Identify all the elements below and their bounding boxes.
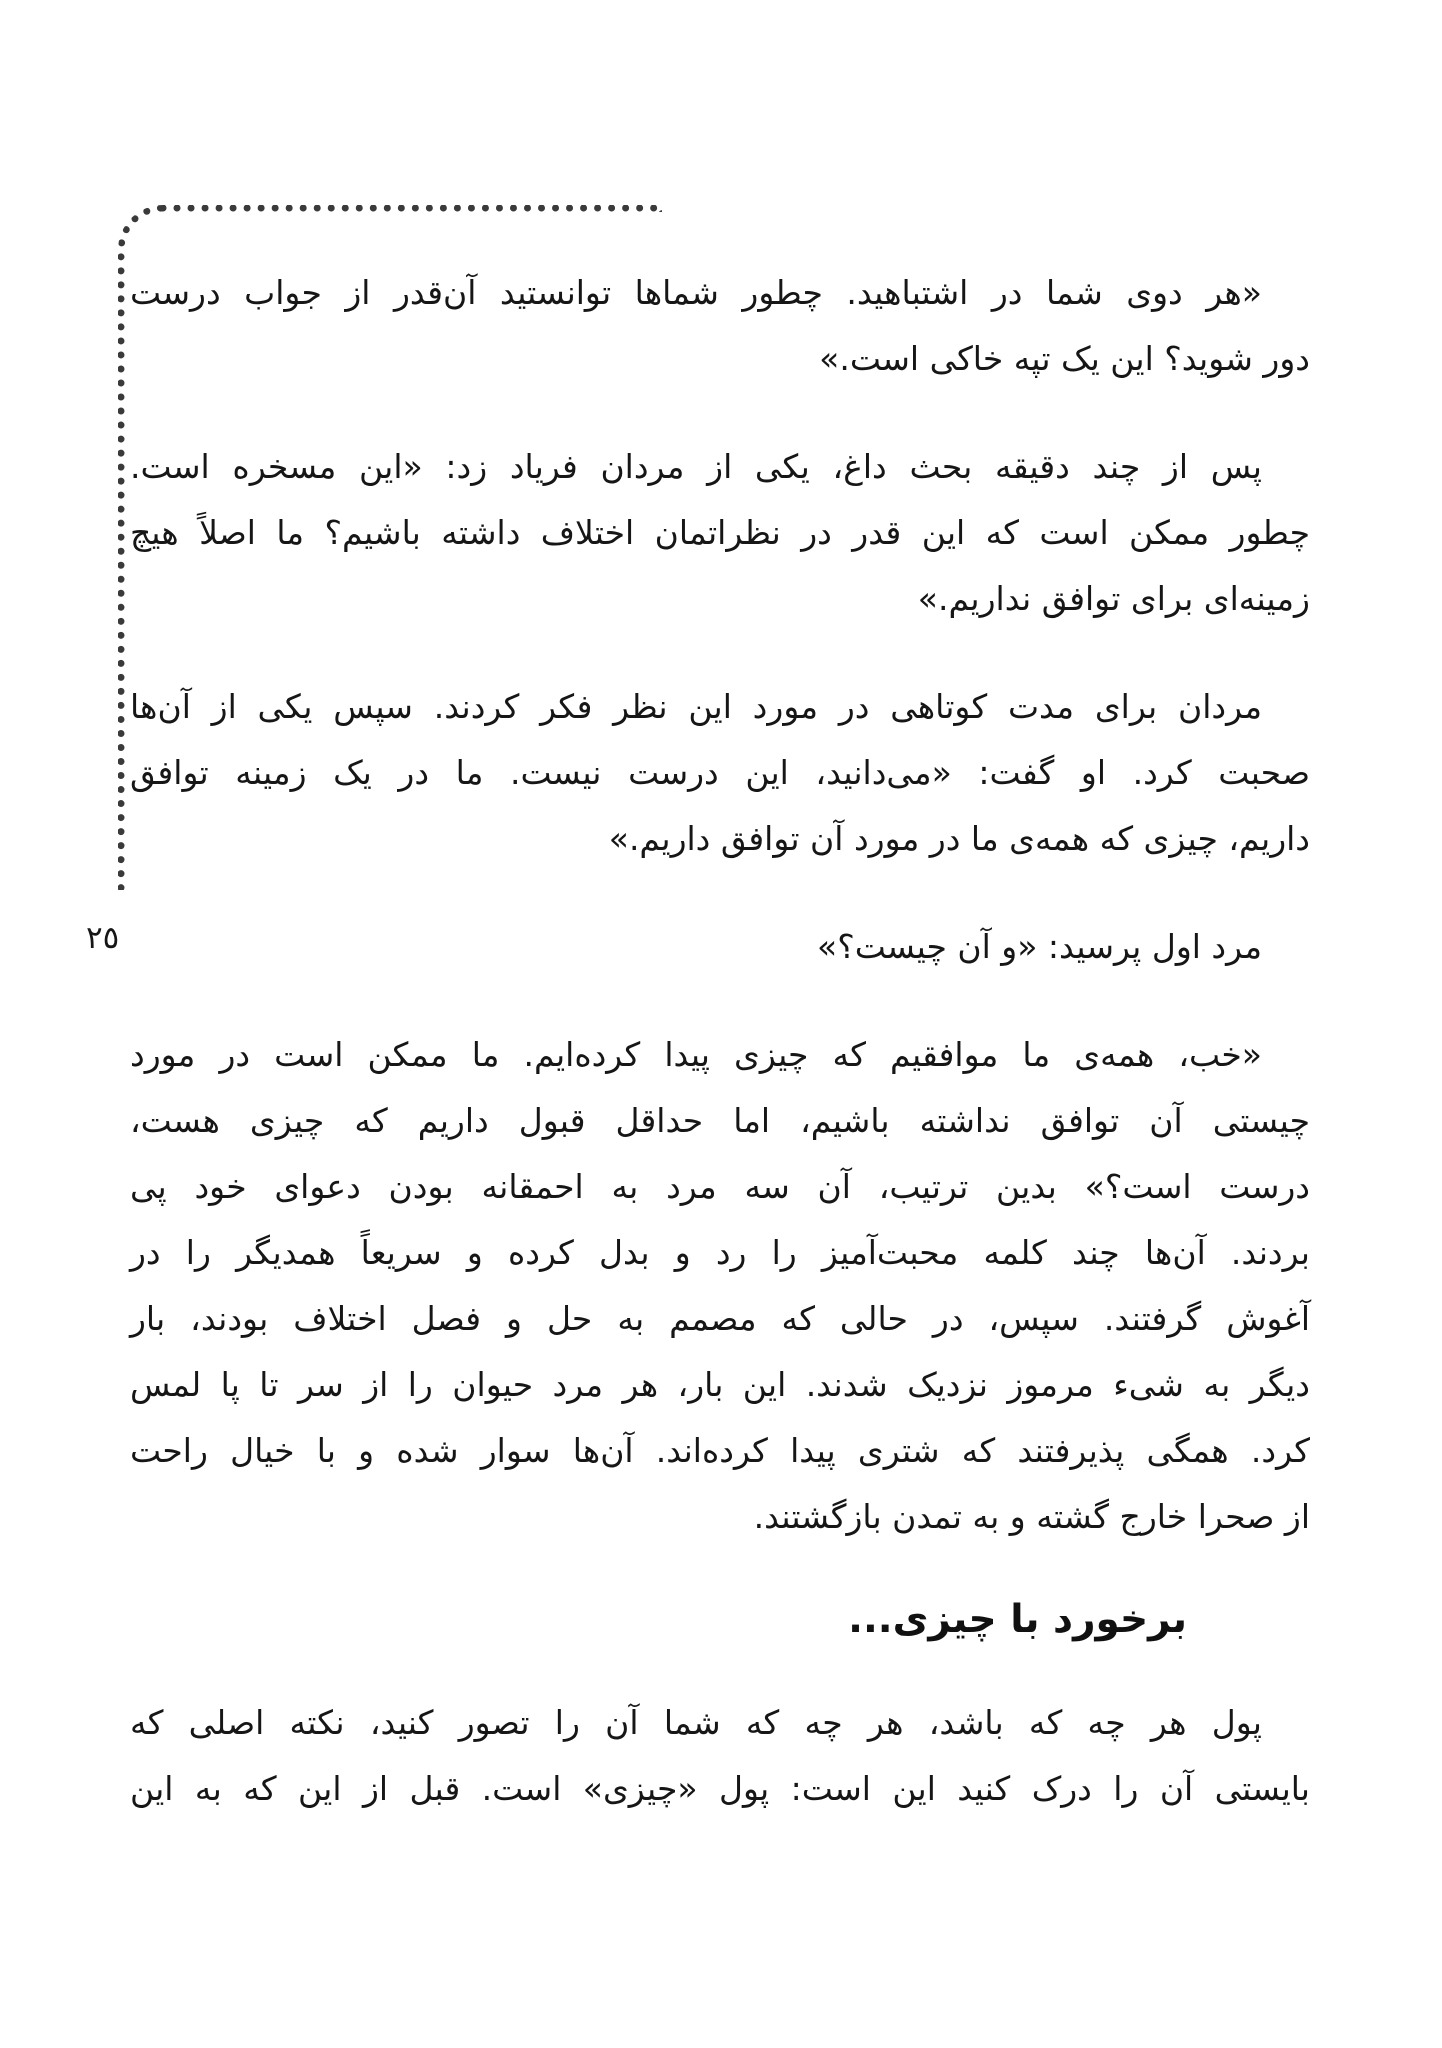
text-line: کرد. همگی پذیرفتند که شتری پیدا کرده‌اند. آن‌ها سوار شده و با خیال راحت: [130, 1431, 1310, 1470]
text-line: آغوش گرفتند. سپس، در حالی که مصمم به حل و فصل اختلاف بودند، بار: [130, 1299, 1310, 1338]
paragraph: [130, 434, 1310, 632]
text-line: از صحرا خارج گشته و به تمدن بازگشتند.: [753, 1497, 1310, 1536]
text-line: مرد اول پرسید: «و آن چیست؟»: [817, 927, 1262, 966]
text-line: مردان برای مدت کوتاهی در مورد این نظر فکر کردند. سپس یکی از آن‌ها: [130, 687, 1262, 726]
text-line: بایستی آن را درک کنید این است: پول «چیزی» است. قبل از این که به این: [130, 1769, 1310, 1808]
text-line: پس از چند دقیقه بحث داغ، یکی از مردان فریاد زد: «این مسخره است.: [130, 447, 1262, 486]
paragraph: [130, 260, 1310, 392]
page-number: ٢٥: [86, 920, 120, 956]
text-line: دور شوید؟ این یک تپه خاکی است.»: [819, 339, 1310, 378]
text-line: بردند. آن‌ها چند کلمه محبت‌آمیز را رد و بدل کرده و سریعاً همدیگر را در: [130, 1233, 1310, 1272]
text-line: داریم، چیزی که همه‌ی ما در مورد آن توافق داریم.»: [608, 819, 1310, 858]
paragraph: [130, 1022, 1310, 1550]
text-line: «هر دوی شما در اشتباهید. چطور شماها توانستید آن‌قدر از جواب درست: [130, 273, 1262, 312]
paragraph: [130, 1690, 1310, 1822]
text-line: «خب، همه‌ی ما موافقیم که چیزی پیدا کرده‌ایم. ما ممکن است در مورد: [130, 1035, 1262, 1074]
text-line: دیگر به شیء مرموز نزدیک شدند. این بار، هر مرد حیوان را از سر تا پا لمس: [130, 1365, 1310, 1404]
text-line: پول هر چه که باشد، هر چه که شما آن را تصور کنید، نکته اصلی که: [130, 1703, 1262, 1742]
section-heading: برخورد با چیزی...: [848, 1597, 1187, 1642]
text-line: زمینه‌ای برای توافق نداریم.»: [917, 579, 1310, 618]
text-line: چیستی آن توافق نداشته باشیم، اما حداقل قبول داریم که چیزی هست،: [130, 1101, 1310, 1140]
text-line: درست است؟» بدین ترتیب، آن سه مرد به احمقانه بودن دعوای خود پی: [130, 1167, 1310, 1206]
paragraph: [130, 914, 1310, 980]
text-column: [130, 260, 1310, 1864]
paragraph: [130, 674, 1310, 872]
text-line: صحبت کرد. او گفت: «می‌دانید، این درست نیست. ما در یک زمینه توافق: [130, 753, 1310, 792]
text-line: چطور ممکن است که این قدر در نظراتمان اختلاف داشته باشیم؟ ما اصلاً هیچ: [130, 513, 1310, 552]
